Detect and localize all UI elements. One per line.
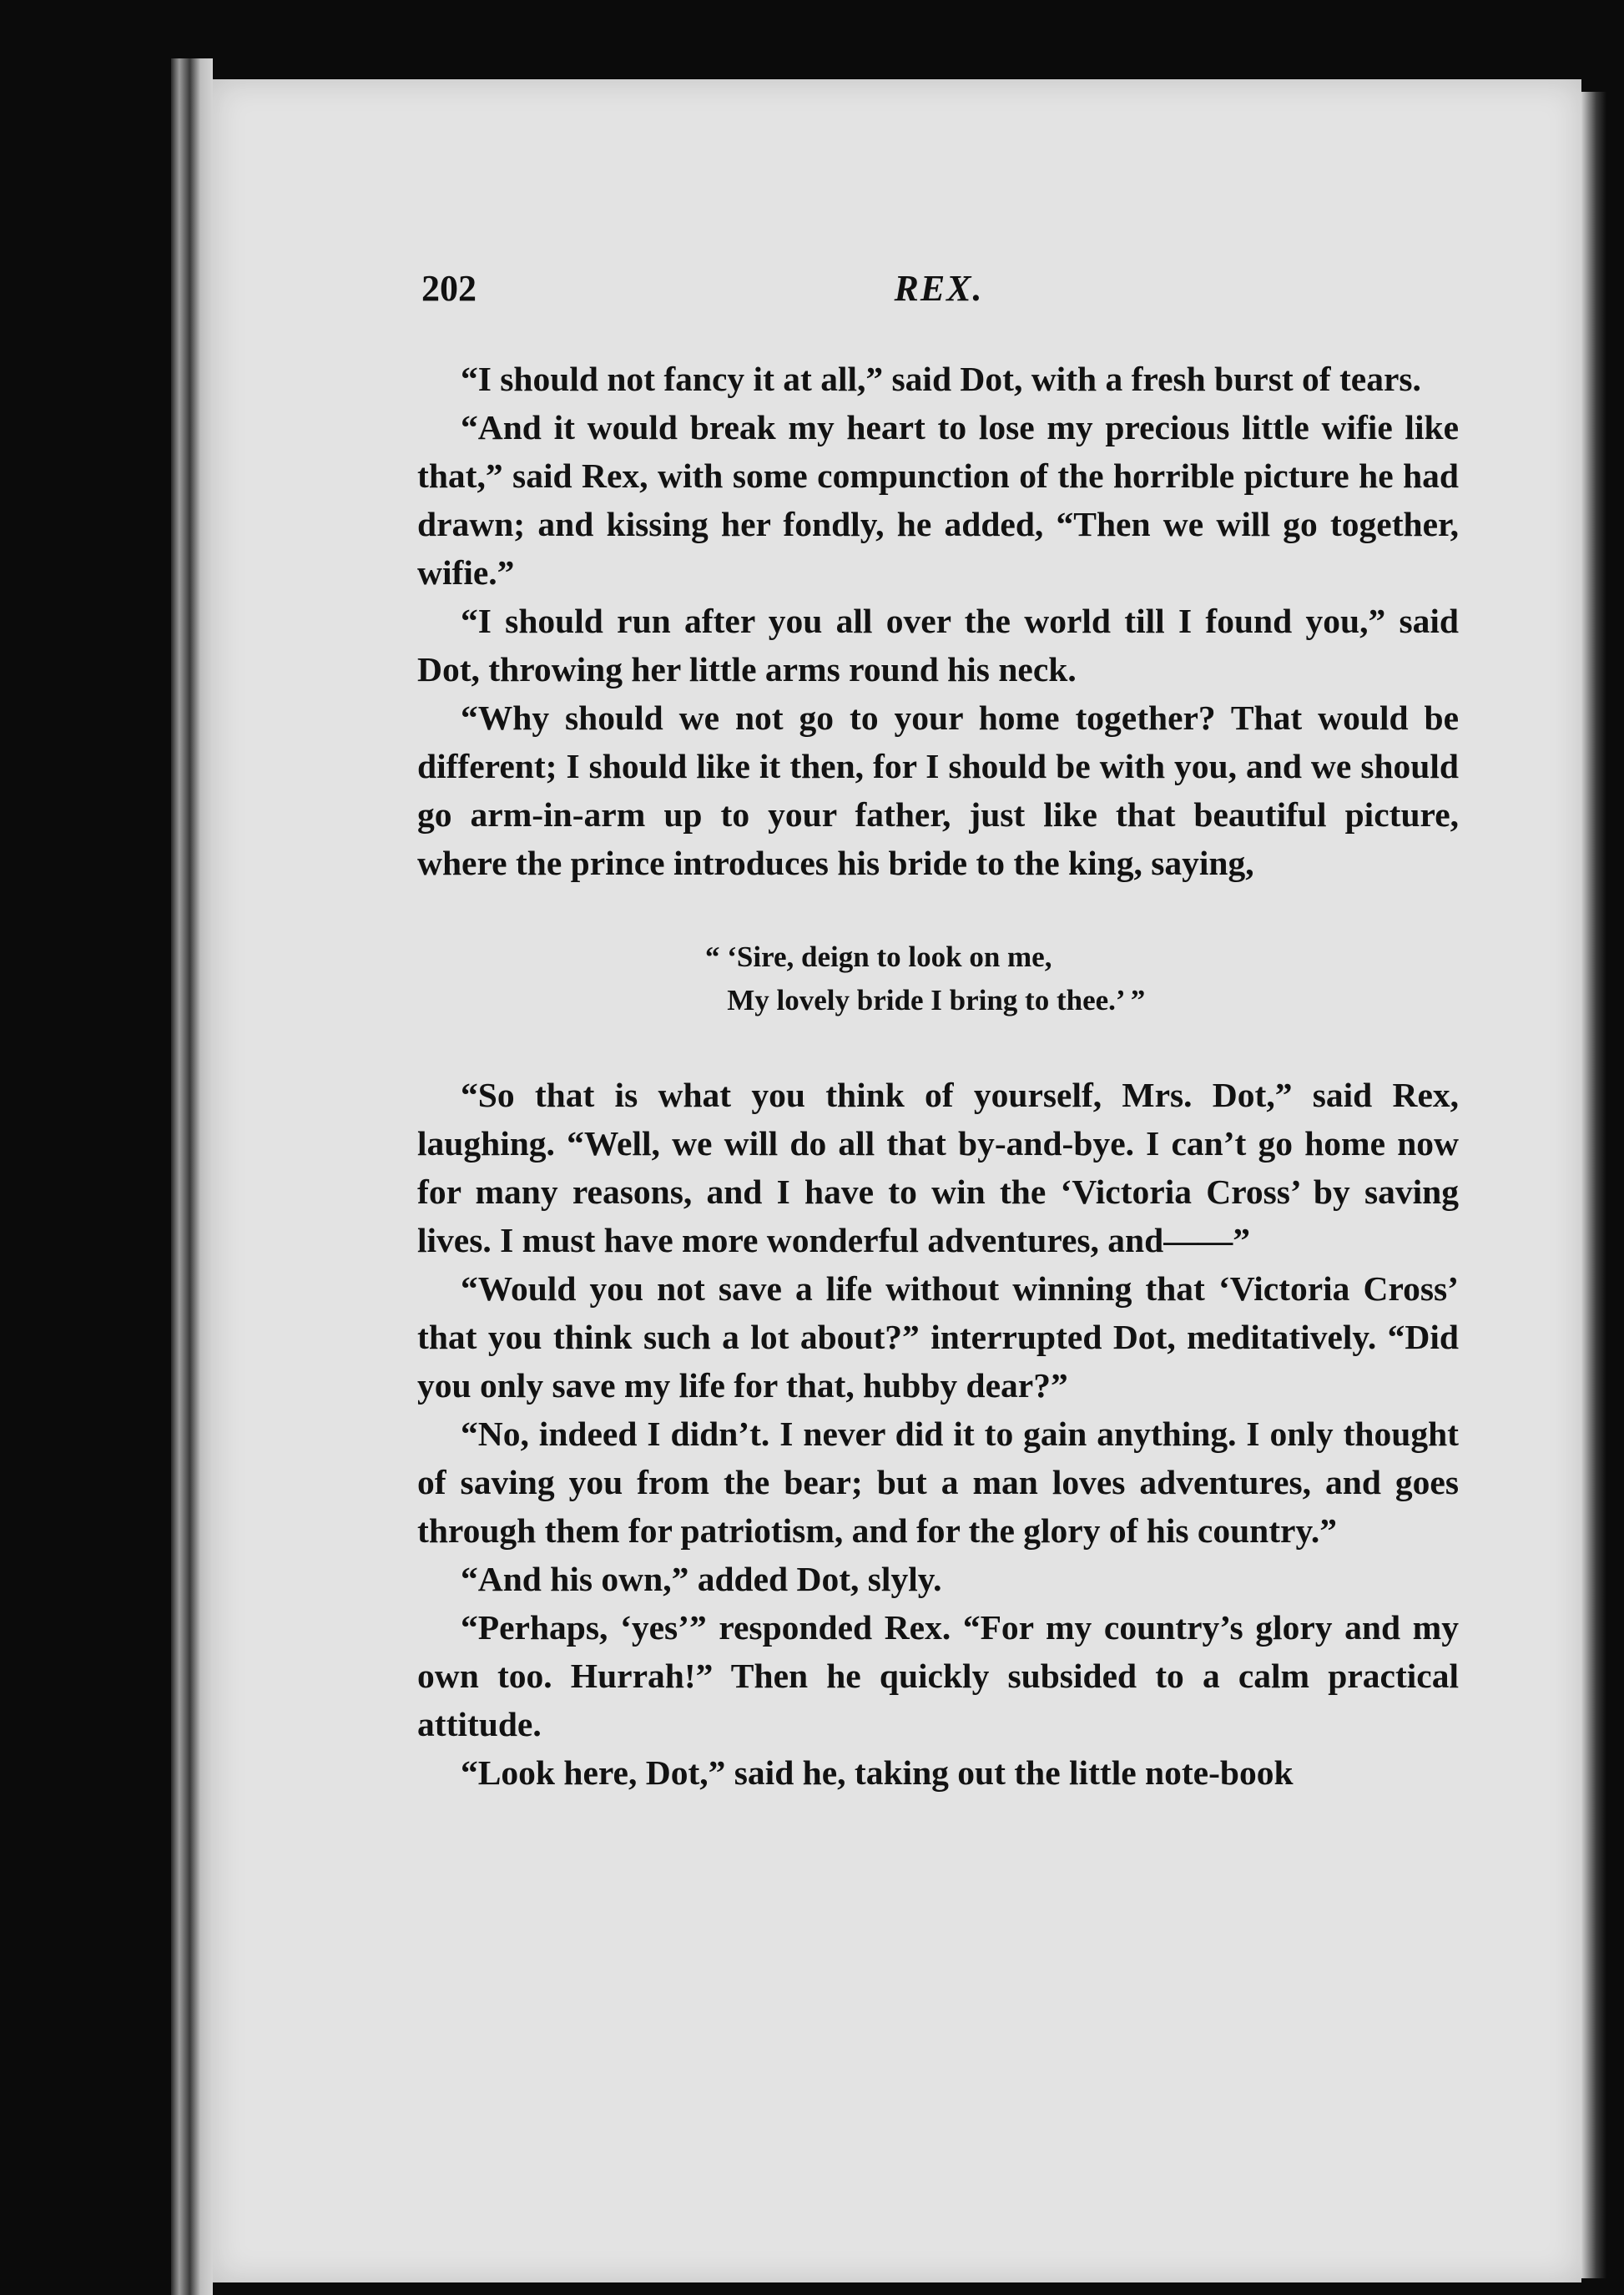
paragraph: “Would you not save a life without winning that ‘Victoria Cross’ that you think such a lot about?” interrupted Dot, meditatively. “Did you only save my life for that, hubby dear?” xyxy=(417,1269,1459,1405)
page-number: 202 xyxy=(421,268,477,309)
running-title: REX. xyxy=(894,268,984,309)
paragraph: “Perhaps, ‘yes’” responded Rex. “For my country’s glory and my own too. Hurrah!” Then he quickly subsided to a calm practical attitude. xyxy=(417,1608,1459,1743)
verse-line: My lovely bride I bring to thee.’ ” xyxy=(705,984,1146,1016)
body-text xyxy=(417,355,1459,1797)
verse-line: “ ‘Sire, deign to look on me, xyxy=(705,941,1052,973)
paragraph: “And it would break my heart to lose my precious little wifie like that,” said Rex, with some compunction of the horrible picture he had drawn; and kissing her fondly, he added, “Then we will go together, wifie.” xyxy=(417,408,1459,592)
paragraph: “So that is what you think of yourself, Mrs. Dot,” said Rex, laughing. “Well, we will do all that by-and-bye. I can’t go home now for many reasons, and I have to win the ‘Victoria Cross’ by saving lives. I must have more wonderful adventures, and——” xyxy=(417,1076,1459,1259)
paragraph: “I should run after you all over the world till I found you,” said Dot, throwing her little arms round his neck. xyxy=(417,602,1459,688)
paragraph: “And his own,” added Dot, slyly. xyxy=(461,1560,942,1598)
paragraph: “I should not fancy it at all,” said Dot, with a fresh burst of tears. xyxy=(461,360,1421,398)
paragraph: “No, indeed I didn’t. I never did it to gain anything. I only thought of saving you from the bear; but a man loves adventures, and goes through them for patriotism, and for the glory of his country.” xyxy=(417,1415,1459,1550)
paragraph: “Look here, Dot,” said he, taking out the little note-book xyxy=(461,1753,1294,1792)
paragraph: “Why should we not go to your home together? That would be different; I should like it then, for I should be with you, and we should go arm-in-arm up to your father, just like that beautiful picture, where the prince introduces his bride to the king, saying, xyxy=(417,699,1459,882)
page-right-edge xyxy=(1581,92,1606,2278)
verse-quote xyxy=(417,936,1459,1022)
page-header xyxy=(421,267,1456,317)
book-binding-edge xyxy=(171,58,213,2295)
